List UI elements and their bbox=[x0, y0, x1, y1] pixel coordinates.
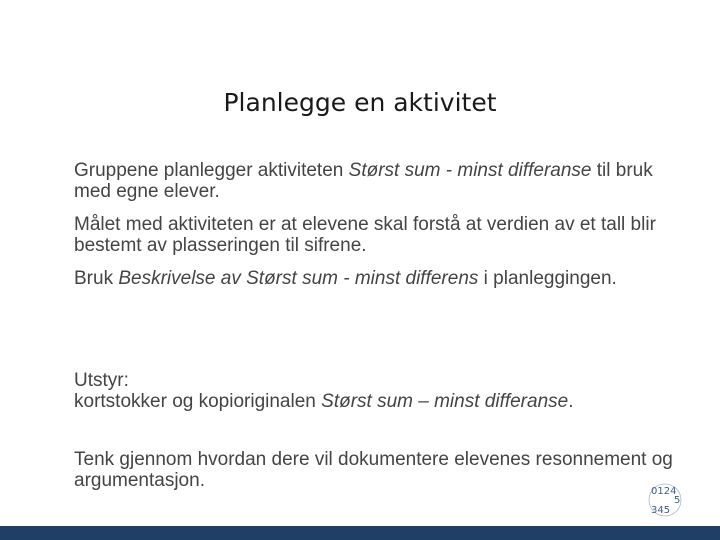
p3-text-after: i planleggingen. bbox=[478, 268, 617, 289]
numbers-logo-icon bbox=[646, 483, 684, 517]
slide-title: Planlegge en aktivitet bbox=[223, 88, 497, 117]
paragraph-5 bbox=[74, 449, 674, 491]
equipment-section bbox=[74, 370, 674, 412]
paragraph-3 bbox=[74, 268, 674, 289]
p2-text: Målet med aktiviteten er at elevene skal forstå at verdien av et tall blir bestemt av plasseringen til sifrene. bbox=[74, 214, 656, 256]
logo-line-3: 345 bbox=[651, 505, 671, 516]
p1-text-after: til bruk med egne elever. bbox=[74, 160, 653, 202]
p1-text-before: Gruppene planlegger aktiviteten bbox=[74, 160, 349, 181]
p3-text-before: Bruk bbox=[74, 268, 119, 289]
paragraph-2 bbox=[74, 214, 674, 256]
logo-line-1: 0124 bbox=[651, 486, 677, 497]
bottom-bar bbox=[0, 526, 720, 540]
p1-text-italic: Størst sum - minst differanse bbox=[348, 160, 592, 181]
paragraph-1 bbox=[74, 160, 674, 202]
p4-text-after: . bbox=[568, 391, 574, 412]
equipment-text bbox=[74, 391, 674, 412]
equipment-label: Utstyr: bbox=[74, 370, 129, 391]
logo-line-2: 5 bbox=[674, 495, 681, 506]
p3-text-italic: Beskrivelse av Størst sum - minst differens bbox=[118, 268, 479, 289]
p5-text: Tenk gjennom hvordan dere vil dokumentere elevenes resonnement og argumentasjon. bbox=[74, 449, 673, 491]
p4-text-before: kortstokker og kopioriginalen bbox=[74, 391, 322, 412]
p4-text-italic: Størst sum – minst differanse bbox=[321, 391, 569, 412]
